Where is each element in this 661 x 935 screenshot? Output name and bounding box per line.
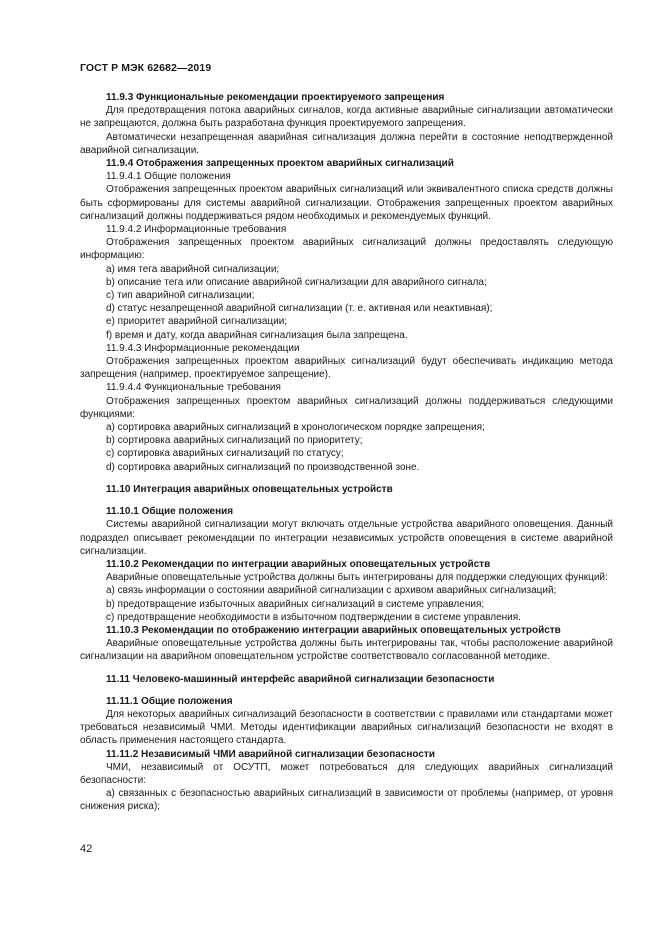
list-item: a) связь информации о состоянии аварийной сигнализации с архивом аварийных сигнализаций; (106, 585, 557, 597)
subsection-heading: 11.9.4.1 Общие положения (106, 171, 231, 183)
list-item: a) сортировка аварийных сигнализаций в хронологическом порядке запрещения; (106, 422, 485, 434)
list-item: c) сортировка аварийных сигнализаций по статусу; (106, 448, 344, 460)
section-heading: 11.10.3 Рекомендации по отображению интеграции аварийных оповещательных устройств (106, 624, 561, 636)
paragraph: Отображения запрещенных проектом аварийных сигнализаций или эквивалентного списка средств должны быть сформированы для системы аварийной сигнализации. Отображения запрещенных проектом аварийных сигнализаций должны поддерживаться рядом необходимых и рекомендуемых функций. (80, 184, 613, 222)
document-header: ГОСТ Р МЭК 62682—2019 (80, 62, 212, 74)
list-item: c) предотвращение необходимости в избыточном подтверждении в системе управления. (106, 611, 521, 623)
paragraph: Отображения запрещенных проектом аварийных сигнализаций будут обеспечивать индикацию метода запрещения (например, проектируемое запрещение). (80, 356, 613, 381)
list-item: d) сортировка аварийных сигнализаций по производственной зоне. (106, 461, 420, 473)
list-item: b) описание тега или описание аварийной сигнализации для аварийного сигнала; (106, 276, 487, 288)
list-item: c) тип аварийной сигнализации; (106, 290, 255, 302)
section-heading: 11.10.2 Рекомендации по интеграции аварийных оповещательных устройств (106, 558, 491, 570)
paragraph: Для предотвращения потока аварийных сигналов, когда активные аварийные сигнализации автоматически не запрещаются, должна быть разработана функция проектируемого запрещения. (80, 105, 613, 130)
list-item: d) статус незапрещенной аварийной сигнализации (т. е. активная или неактивная); (106, 303, 493, 315)
list-item: b) предотвращение избыточных аварийных сигнализаций в системе управления; (106, 598, 485, 610)
paragraph: Отображения запрещенных проектом аварийных сигнализаций должны поддерживаться следующими функциями: (80, 395, 613, 420)
paragraph: Аварийные оповещательные устройства должны быть интегрированы для поддержки следующих функций: (106, 572, 608, 584)
list-item: f) время и дату, когда аварийная сигнализация была запрещена. (106, 329, 408, 341)
paragraph: Отображения запрещенных проектом аварийных сигнализаций должны предоставлять следующую информацию: (80, 237, 613, 262)
subsection-heading: 11.9.4.3 Информационные рекомендации (106, 342, 300, 354)
section-heading: 11.10 Интеграция аварийных оповещательных устройств (106, 483, 393, 495)
section-heading: 11.11 Человеко-машинный интерфейс аварийной сигнализации безопасности (106, 673, 495, 685)
section-heading: 11.11.2 Независимый ЧМИ аварийной сигнализации безопасности (106, 748, 435, 760)
document-body (80, 91, 613, 814)
section-heading: 11.9.3 Функциональные рекомендации проектируемого запрещения (106, 92, 445, 103)
section-heading: 11.11.1 Общие положения (106, 695, 233, 707)
paragraph: Автоматически незапрещенная аварийная сигнализация должна перейти в состояние неподтвержденной аварийной сигнализации. (80, 131, 613, 156)
section-heading: 11.9.4 Отображения запрещенных проектом аварийных сигнализаций (106, 158, 454, 170)
subsection-heading: 11.9.4.4 Функциональные требования (106, 382, 281, 394)
paragraph: Системы аварийной сигнализации могут включать отдельные устройства аварийного оповещения. Данный подраздел описывает рекомендации по интеграции независимых устройств оповещения в системе аварийной сигнализации. (80, 519, 613, 557)
page-number: 42 (80, 843, 93, 855)
list-item: a) связанных с безопасностью аварийных сигнализаций в зависимости от проблемы (например, от уровня снижения риска); (80, 788, 613, 813)
paragraph: Аварийные оповещательные устройства должны быть интегрированы так, чтобы расположение аварийной сигнализации на аварийном оповещательном устройстве соответствовало согласованной методике. (80, 638, 613, 663)
paragraph: ЧМИ, независимый от ОСУТП, может потребоваться для следующих аварийных сигнализаций безопасности: (80, 761, 613, 786)
list-item: a) имя тега аварийной сигнализации; (106, 263, 280, 275)
list-item: e) приоритет аварийной сигнализации; (106, 316, 288, 328)
paragraph: Для некоторых аварийных сигнализаций безопасности в соответствии с правилами или стандартами может требоваться независимый ЧМИ. Методы идентификации аварийных сигнализаций безопасности не входят в область применения настоящего стандарта. (80, 708, 613, 747)
subsection-heading: 11.9.4.2 Информационные требования (106, 224, 287, 236)
section-heading: 11.10.1 Общие положения (106, 506, 234, 518)
list-item: b) сортировка аварийных сигнализаций по приоритету; (106, 435, 363, 447)
